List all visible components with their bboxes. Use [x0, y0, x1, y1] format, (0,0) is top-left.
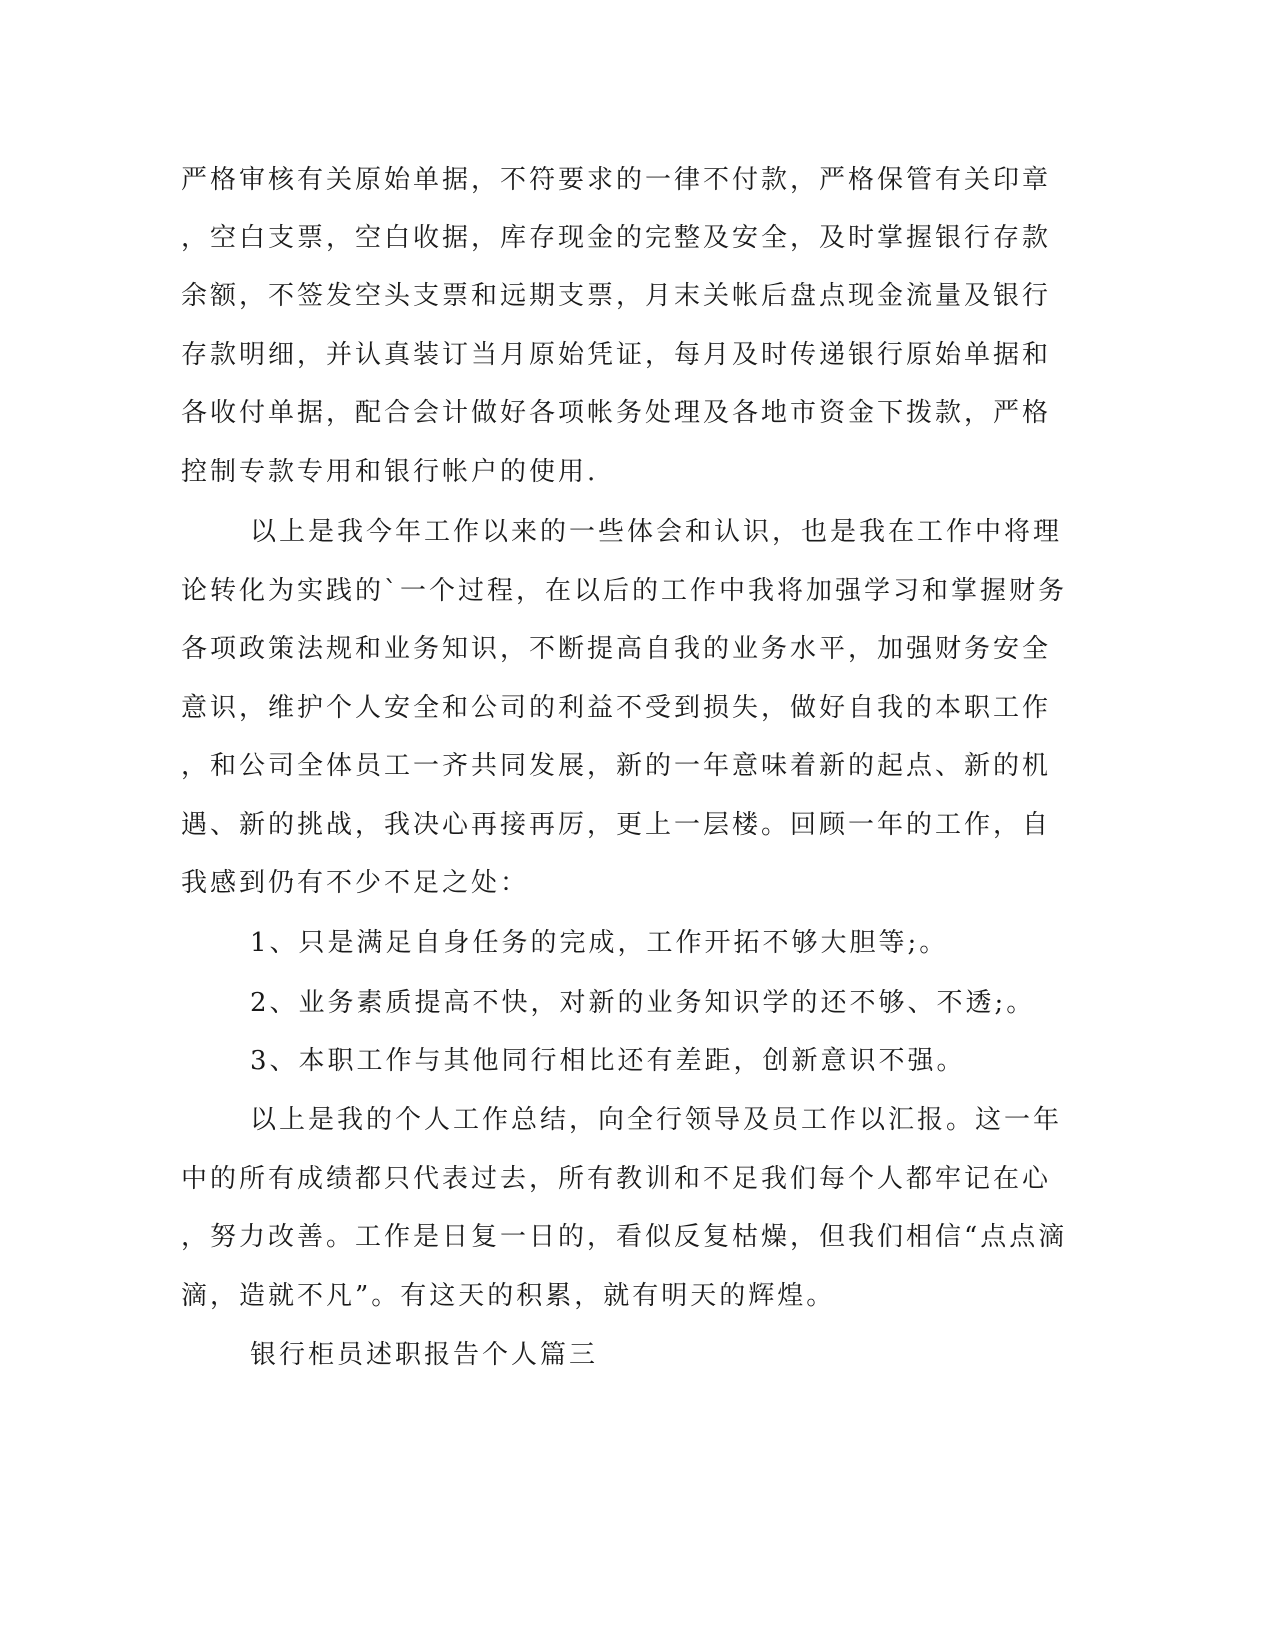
section-heading: 银行柜员述职报告个人篇三	[250, 1340, 599, 1370]
paragraph-line: 意识，维护个人安全和公司的利益不受到损失，做好自我的本职工作	[181, 693, 1052, 723]
paragraph-line: 余额，不签发空头支票和远期支票，月末关帐后盘点现金流量及银行	[181, 281, 1052, 311]
paragraph-line: 严格审核有关原始单据，不符要求的一律不付款，严格保管有关印章	[181, 165, 1052, 195]
paragraph-line: 论转化为实践的`一个过程，在以后的工作中我将加强学习和掌握财务	[181, 576, 1068, 606]
paragraph-line: 各收付单据，配合会计做好各项帐务处理及各地市资金下拨款，严格	[181, 398, 1052, 428]
paragraph-line: 存款明细，并认真装订当月原始凭证，每月及时传递银行原始单据和	[181, 340, 1052, 370]
paragraph-line: 以上是我今年工作以来的一些体会和认识，也是我在工作中将理	[250, 517, 1063, 547]
paragraph-line: 我感到仍有不少不足之处：	[181, 868, 530, 898]
list-item: 1、只是满足自身任务的完成，工作开拓不够大胆等;。	[250, 928, 949, 958]
paragraph-line: ，和公司全体员工一齐共同发展，新的一年意味着新的起点、新的机	[181, 751, 1052, 781]
paragraph-line: 遇、新的挑战，我决心再接再厉，更上一层楼。回顾一年的工作，自	[181, 810, 1052, 840]
list-item: 2、业务素质提高不快，对新的业务知识学的还不够、不透;。	[250, 988, 1036, 1018]
paragraph-line: 中的所有成绩都只代表过去，所有教训和不足我们每个人都牢记在心	[181, 1164, 1052, 1194]
list-item: 3、本职工作与其他同行相比还有差距，创新意识不强。	[250, 1046, 966, 1076]
paragraph-line: ，努力改善。工作是日复一日的，看似反复枯燥，但我们相信“点点滴	[181, 1222, 1068, 1252]
paragraph-line: 以上是我的个人工作总结，向全行领导及员工作以汇报。这一年	[250, 1105, 1063, 1135]
paragraph-line: 滴，造就不凡”。有这天的积累，就有明天的辉煌。	[181, 1281, 836, 1311]
paragraph-line: 各项政策法规和业务知识，不断提高自我的业务水平，加强财务安全	[181, 634, 1052, 664]
paragraph-line: 控制专款专用和银行帐户的使用.	[181, 457, 599, 487]
paragraph-line: ，空白支票，空白收据，库存现金的完整及安全，及时掌握银行存款	[181, 223, 1052, 253]
